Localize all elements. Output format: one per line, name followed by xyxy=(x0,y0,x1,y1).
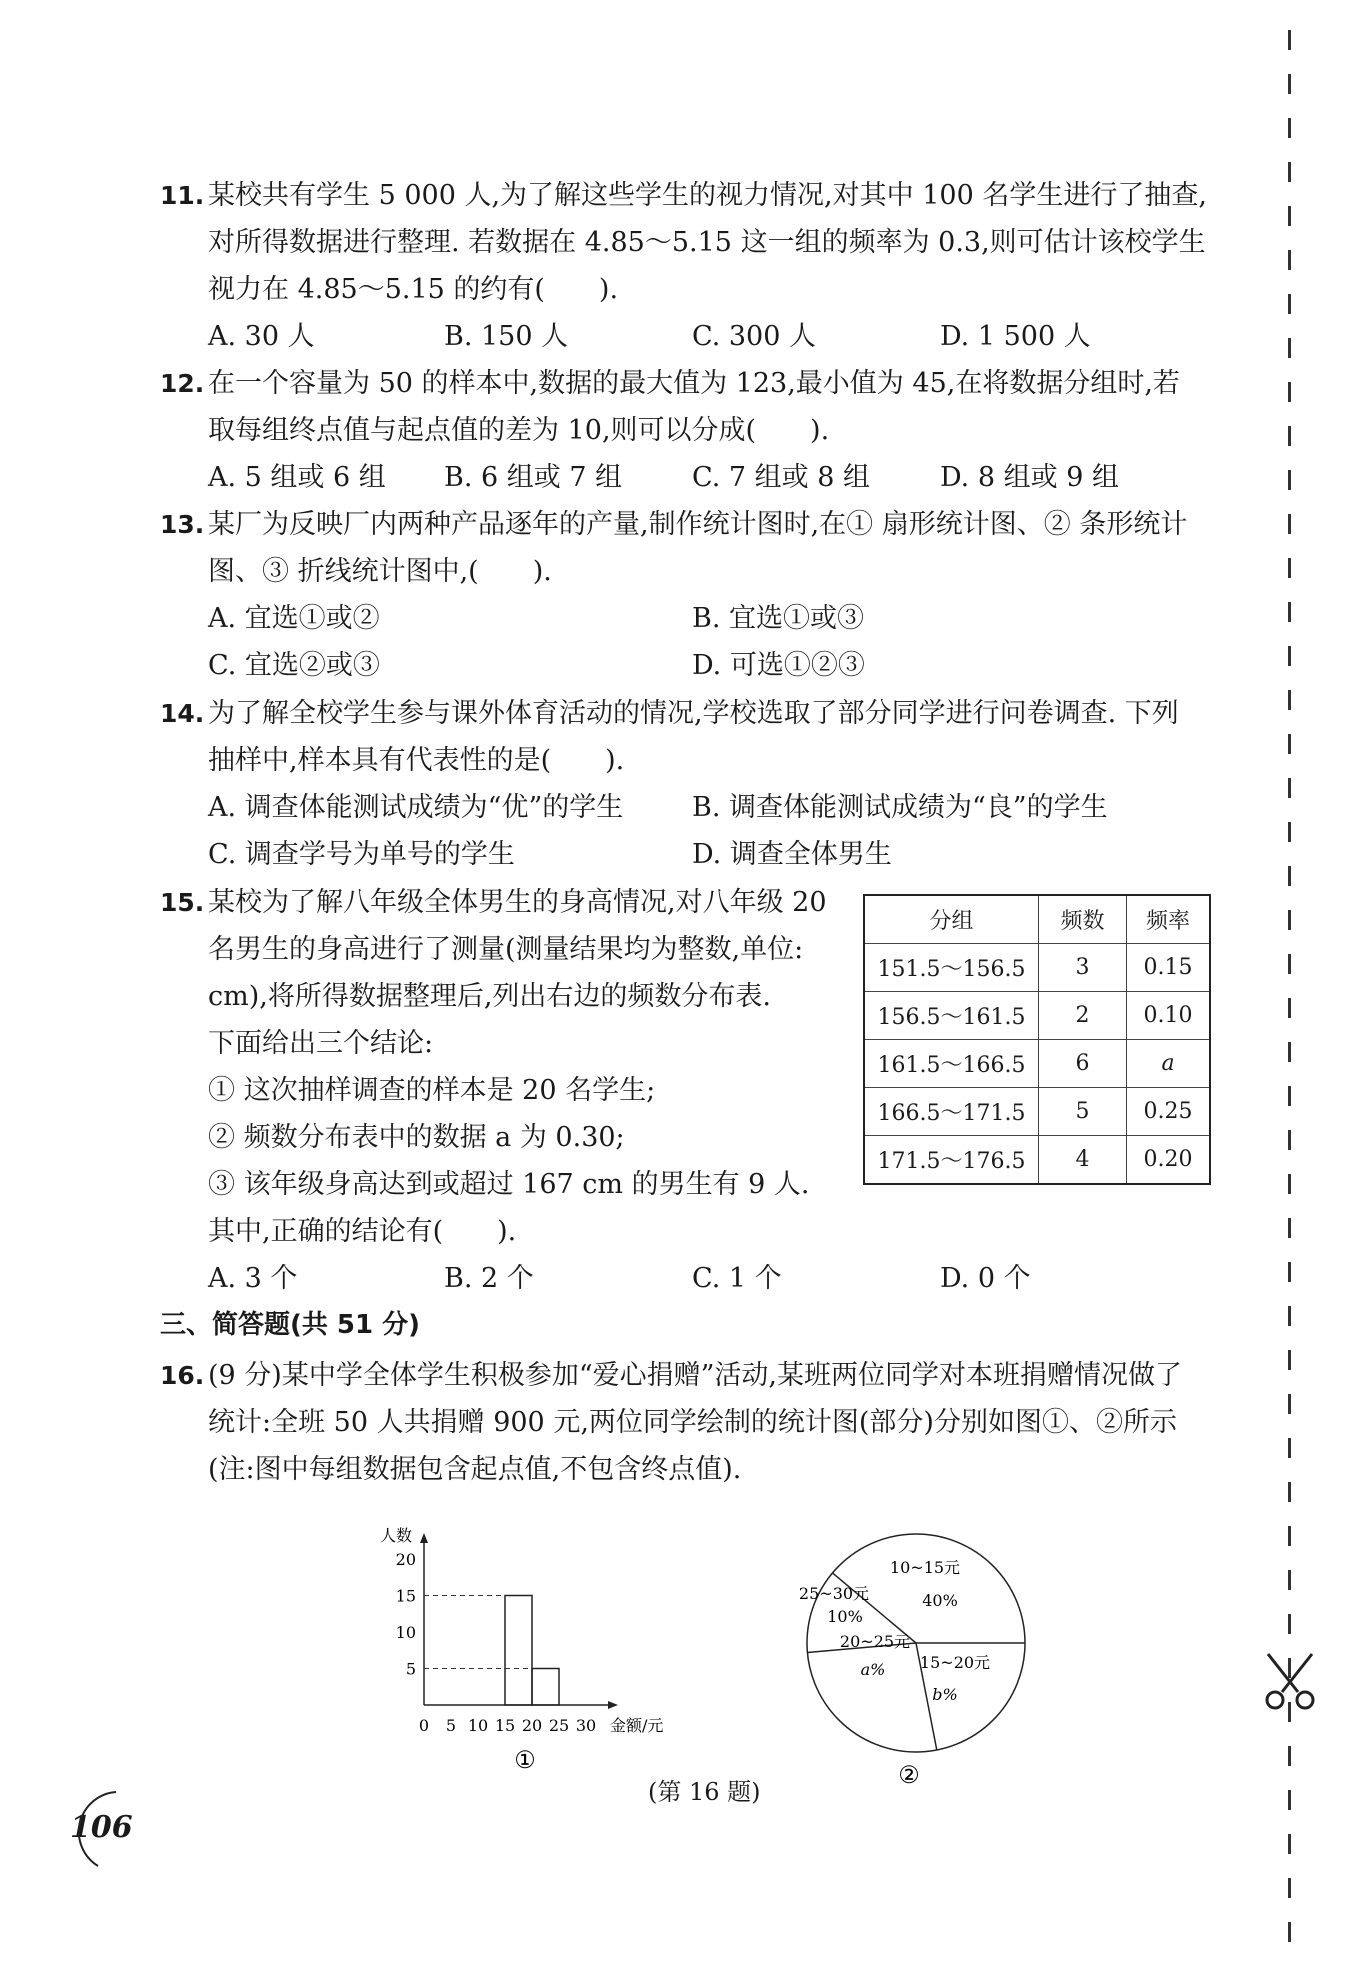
table-header: 频率 xyxy=(1127,895,1211,944)
question-text-line: 名男生的身高进行了测量(测量结果均为整数,单位: xyxy=(208,934,804,965)
question-text-line: 某校共有学生 5 000 人,为了解这些学生的视力情况,对其中 100 名学生进行了抽查, xyxy=(208,180,1207,211)
question-text-line: (注:图中每组数据包含起点值,不包含终点值). xyxy=(208,1454,742,1485)
figure-label: ① xyxy=(514,1746,536,1774)
option-d: D. 调查全体男生 xyxy=(692,839,892,870)
cut-line-dash xyxy=(1288,646,1291,666)
question-number: 15. xyxy=(160,888,205,917)
cut-line-dash xyxy=(1288,338,1291,358)
question-text-line: cm),将所得数据整理后,列出右边的频数分布表. xyxy=(208,981,772,1012)
y-tick-label: 20 xyxy=(395,1550,416,1569)
question-text-line: 统计:全班 50 人共捐赠 900 元,两位同学绘制的统计图(部分)分别如图①、②所示 xyxy=(208,1407,1177,1438)
option-a: A. 30 人 xyxy=(208,321,315,352)
x-axis-label: 金额/元 xyxy=(610,1716,664,1735)
figure-label: ② xyxy=(898,1761,920,1789)
page-number xyxy=(70,1810,133,1845)
cut-line-dash xyxy=(1288,1482,1291,1502)
cut-line-dash xyxy=(1288,382,1291,402)
cut-line-dash xyxy=(1288,426,1291,446)
cut-line-dash xyxy=(1288,998,1291,1018)
question-text-line: 取每组终点值与起点值的差为 10,则可以分成( ). xyxy=(208,415,830,446)
statement-1: ① 这次抽样调查的样本是 20 名学生; xyxy=(208,1075,656,1106)
y-tick-label: 15 xyxy=(395,1586,416,1606)
cut-line-dash xyxy=(1288,1130,1291,1150)
statement-2: ② 频数分布表中的数据 a 为 0.30; xyxy=(208,1122,625,1153)
table-cell: 5 xyxy=(1039,1088,1127,1136)
cut-line-dash xyxy=(1288,734,1291,754)
table-cell: 0.20 xyxy=(1127,1136,1211,1185)
pie-slice-label: 20~25元 xyxy=(839,1632,911,1651)
table-cell: 156.5～161.5 xyxy=(864,992,1039,1040)
x-tick-label: 5 xyxy=(445,1716,457,1735)
cut-line-dash xyxy=(1288,118,1291,138)
page-number-arc xyxy=(58,1784,148,1874)
page-number-text: 106 xyxy=(70,1810,133,1845)
figure-caption: (第 16 题) xyxy=(648,1778,761,1806)
scissors-icon xyxy=(1258,1650,1322,1714)
histogram-bar xyxy=(505,1596,532,1706)
cut-line-dash xyxy=(1288,1218,1291,1238)
question-text-line: 对所得数据进行整理. 若数据在 4.85～5.15 这一组的频率为 0.3,则可估计该校学生 xyxy=(208,227,1206,258)
option-b: B. 6 组或 7 组 xyxy=(444,462,623,493)
table-cell: 0.25 xyxy=(1127,1088,1211,1136)
option-b: B. 调查体能测试成绩为“良”的学生 xyxy=(692,792,1108,823)
option-c: C. 1 个 xyxy=(692,1263,782,1294)
question-text-line: 下面给出三个结论: xyxy=(208,1028,434,1059)
table-header: 分组 xyxy=(864,895,1039,944)
cut-line-dash xyxy=(1288,74,1291,94)
cut-line-dash xyxy=(1288,1306,1291,1326)
question-text-line: 在一个容量为 50 的样本中,数据的最大值为 123,最小值为 45,在将数据分组时,若 xyxy=(208,368,1180,399)
cut-line-dash xyxy=(1288,1526,1291,1546)
question-text-line: 其中,正确的结论有( ). xyxy=(208,1216,517,1247)
cut-line-dash xyxy=(1288,514,1291,534)
cut-line-dash xyxy=(1288,1614,1291,1634)
table-cell: 166.5～171.5 xyxy=(864,1088,1039,1136)
cut-line-dash xyxy=(1288,1262,1291,1282)
x-tick-label: 15 xyxy=(494,1716,516,1735)
pie-slice-percent: 40% xyxy=(922,1591,958,1610)
question-text-line: 抽样中,样本具有代表性的是( ). xyxy=(208,745,625,776)
x-tick-label: 0 xyxy=(418,1716,430,1735)
y-tick-label: 10 xyxy=(395,1623,416,1642)
cut-line-dash xyxy=(1288,1042,1291,1062)
cut-line-dash xyxy=(1288,1834,1291,1854)
cut-line-dash xyxy=(1288,690,1291,710)
cut-line-dash xyxy=(1288,954,1291,974)
cut-line-dash xyxy=(1288,470,1291,490)
cut-line-dash xyxy=(1288,1878,1291,1898)
cut-line-dash xyxy=(1288,1746,1291,1766)
x-tick-label: 25 xyxy=(548,1716,570,1735)
cut-line-dash xyxy=(1288,558,1291,578)
question-number: 14. xyxy=(160,699,205,728)
table-cell: 3 xyxy=(1039,944,1127,992)
option-c: C. 300 人 xyxy=(692,321,816,352)
histogram-bar xyxy=(532,1669,559,1706)
table-cell: 6 xyxy=(1039,1040,1127,1088)
y-tick-label: 5 xyxy=(405,1659,416,1679)
option-c: C. 宜选②或③ xyxy=(208,650,380,681)
option-a: A. 调查体能测试成绩为“优”的学生 xyxy=(208,792,624,823)
cut-line-dash xyxy=(1288,250,1291,270)
option-b: B. 2 个 xyxy=(444,1263,534,1294)
cut-line-dash xyxy=(1288,294,1291,314)
pie-slice-percent: a% xyxy=(860,1660,886,1679)
statement-3: ③ 该年级身高达到或超过 167 cm 的男生有 9 人. xyxy=(208,1169,810,1200)
table-cell: 2 xyxy=(1039,992,1127,1040)
x-tick-label: 10 xyxy=(467,1716,489,1735)
cut-line-dash xyxy=(1288,1350,1291,1370)
option-d: D. 8 组或 9 组 xyxy=(940,462,1119,493)
option-c: C. 调查学号为单号的学生 xyxy=(208,839,515,870)
pie-slice-label: 25~30元 xyxy=(798,1584,870,1603)
cut-line-dash xyxy=(1288,1174,1291,1194)
cut-line-dash xyxy=(1288,822,1291,842)
cut-line-dash xyxy=(1288,778,1291,798)
cut-line-dash xyxy=(1288,1922,1291,1942)
cut-line-dash xyxy=(1288,1086,1291,1106)
table-cell: 0.10 xyxy=(1127,992,1211,1040)
x-tick-label: 20 xyxy=(521,1716,543,1735)
option-a: A. 5 组或 6 组 xyxy=(208,462,386,493)
cut-line-dash xyxy=(1288,866,1291,886)
cut-line-dash xyxy=(1288,162,1291,182)
cut-line-dash xyxy=(1288,602,1291,622)
question-text-line: 某厂为反映厂内两种产品逐年的产量,制作统计图时,在① 扇形统计图、② 条形统计 xyxy=(208,509,1188,540)
question-number: 16. xyxy=(160,1361,205,1390)
table-cell: 171.5～176.5 xyxy=(864,1136,1039,1185)
option-d: D. 1 500 人 xyxy=(940,321,1091,352)
x-axis-arrow xyxy=(608,1701,618,1709)
cut-line-dash xyxy=(1288,1394,1291,1414)
question-text-line: 为了解全校学生参与课外体育活动的情况,学校选取了部分同学进行问卷调查. 下列 xyxy=(208,698,1179,729)
option-a: A. 宜选①或② xyxy=(208,603,380,634)
table-cell: 0.15 xyxy=(1127,944,1211,992)
pie-slice-label: 10~15元 xyxy=(889,1558,961,1577)
y-axis-arrow xyxy=(420,1533,428,1543)
option-a: A. 3 个 xyxy=(208,1263,298,1294)
question-text-line: 某校为了解八年级全体男生的身高情况,对八年级 20 xyxy=(208,887,827,918)
table-cell: 4 xyxy=(1039,1136,1127,1185)
question-text-line: 图、③ 折线统计图中,( ). xyxy=(208,556,552,587)
section-heading: 三、简答题(共 51 分) xyxy=(160,1310,421,1340)
cut-line-dash xyxy=(1288,206,1291,226)
cut-line-dash xyxy=(1288,1438,1291,1458)
table-cell: a xyxy=(1127,1040,1211,1088)
question-text-line: (9 分)某中学全体学生积极参加“爱心捐赠”活动,某班两位同学对本班捐赠情况做了 xyxy=(208,1360,1183,1391)
table-cell: 161.5～166.5 xyxy=(864,1040,1039,1088)
option-d: D. 可选①②③ xyxy=(692,650,865,681)
option-d: D. 0 个 xyxy=(940,1263,1031,1294)
table-header: 频数 xyxy=(1039,895,1127,944)
question-number: 13. xyxy=(160,510,205,539)
question-number: 11. xyxy=(160,181,205,210)
cut-line-dash xyxy=(1288,1570,1291,1590)
table-cell: 151.5～156.5 xyxy=(864,944,1039,992)
pie-slice-percent: 10% xyxy=(827,1607,863,1626)
question-number: 12. xyxy=(160,369,205,398)
pie-slice-label: 15~20元 xyxy=(919,1653,991,1672)
cut-line-dash xyxy=(1288,910,1291,930)
cut-line-dash xyxy=(1288,1790,1291,1810)
question-text-line: 视力在 4.85～5.15 的约有( ). xyxy=(208,274,619,305)
x-tick-label: 30 xyxy=(575,1716,597,1735)
pie-slice-percent: b% xyxy=(932,1685,958,1704)
option-b: B. 宜选①或③ xyxy=(692,603,865,634)
y-axis-label: 人数 xyxy=(380,1526,413,1545)
option-c: C. 7 组或 8 组 xyxy=(692,462,870,493)
option-b: B. 150 人 xyxy=(444,321,569,352)
cut-line-dash xyxy=(1288,30,1291,50)
